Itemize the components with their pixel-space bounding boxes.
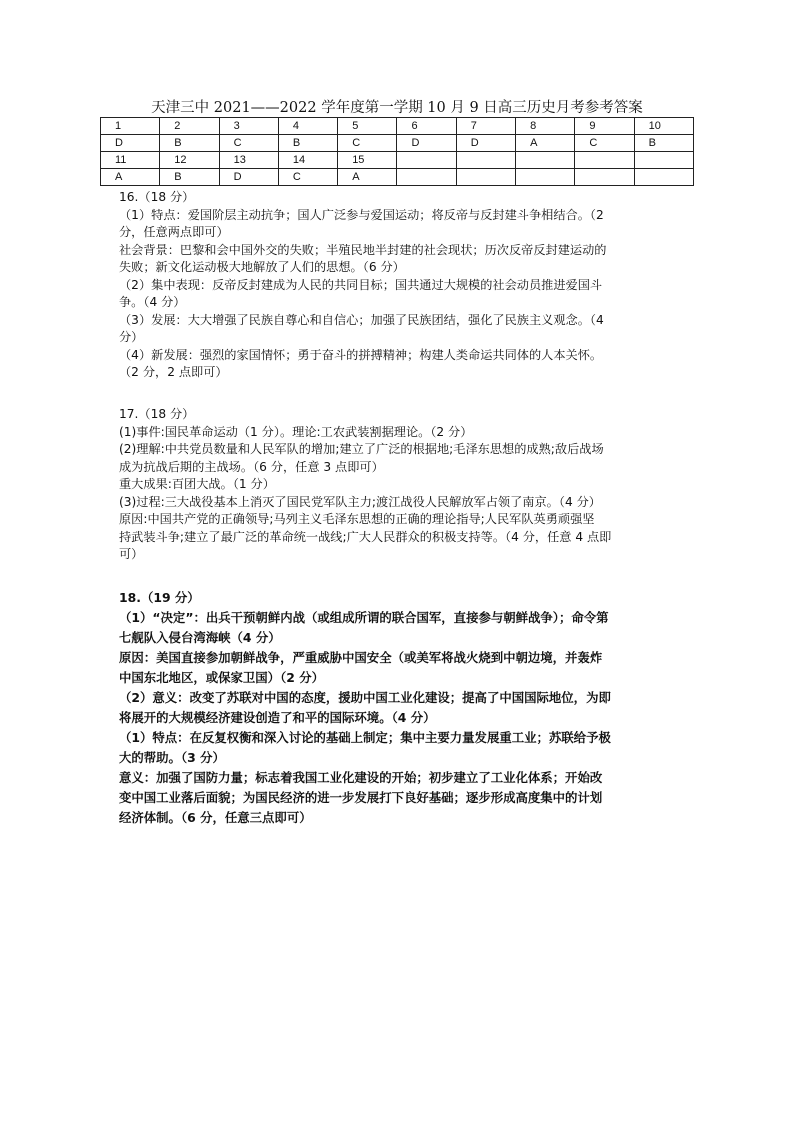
table-cell: [516, 152, 575, 169]
question-heading: 18.（19 分）: [119, 590, 200, 605]
table-cell: C: [278, 169, 337, 186]
answer-line: （1）“决定”：出兵干预朝鲜内战（或组成所谓的联合国军，直接参与朝鲜战争）；命令第: [119, 610, 609, 625]
question-heading: 17.（18 分）: [119, 407, 195, 421]
table-cell: B: [160, 169, 219, 186]
table-cell: 2: [160, 118, 219, 135]
answer-line: 分，任意两点即可）: [119, 225, 229, 239]
answer-line: 经济体制。（6 分，任意三点即可）: [119, 810, 312, 825]
table-cell: B: [160, 135, 219, 152]
answer-line: 意义：加强了国防力量；标志着我国工业化建设的开始；初步建立了工业化体系；开始改: [119, 770, 603, 785]
question-heading: 16.（18 分）: [119, 190, 195, 204]
answer-line: 持武装斗争;建立了最广泛的革命统一战线;广大人民群众的积极支持等。（4 分，任意 4 点即: [119, 529, 612, 544]
table-cell: 1: [101, 118, 160, 135]
answer-line: 争。（4 分）: [119, 295, 186, 309]
table-cell: 13: [219, 152, 278, 169]
answer-line: (3)过程:三大战役基本上消灭了国民党军队主力;渡江战役人民解放军占领了南京。（4 分）: [119, 494, 601, 509]
table-cell: A: [101, 169, 160, 186]
table-cell: [634, 169, 693, 186]
table-cell: 8: [516, 118, 575, 135]
answer-line: （2 分，2 点即可）: [119, 365, 228, 379]
answer-line: (1)事件:国民革命运动（1 分）。理论:工农武装割据理论。（2 分）: [119, 424, 473, 439]
answer-line: 将展开的大规模经济建设创造了和平的国际环境。（4 分）: [119, 710, 436, 725]
answer-line: 可）: [119, 547, 144, 561]
answer-line: （1）特点：爱国阶层主动抗争；国人广泛参与爱国运动；将反帝与反封建斗争相结合。（2: [119, 207, 604, 222]
answer-line: 七舰队入侵台湾海峡（4 分）: [119, 630, 281, 645]
answer-line: 中国东北地区，或保家卫国）（2 分）: [119, 670, 324, 685]
table-cell: [575, 152, 634, 169]
table-cell: C: [575, 135, 634, 152]
table-cell: B: [278, 135, 337, 152]
table-cell: [456, 169, 515, 186]
table-row: [101, 152, 694, 169]
table-row: [101, 135, 694, 152]
table-cell: 4: [278, 118, 337, 135]
table-row: [101, 118, 694, 135]
answer-line: （3）发展：大大增强了民族自尊心和自信心；加强了民族团结，强化了民族主义观念。（4: [119, 312, 604, 327]
answer-line: （1）特点：在反复权衡和深入讨论的基础上制定；集中主要力量发展重工业；苏联给予极: [119, 730, 611, 745]
table-cell: B: [634, 135, 693, 152]
table-cell: [456, 152, 515, 169]
table-cell: 6: [397, 118, 456, 135]
table-cell: [575, 169, 634, 186]
answer-line: 失败；新文化运动极大地解放了人们的思想。（6 分）: [119, 260, 405, 274]
answer-line: 变中国工业落后面貌；为国民经济的进一步发展打下良好基础；逐步形成高度集中的计划: [119, 790, 603, 805]
table-cell: D: [397, 135, 456, 152]
answer-table: [100, 117, 694, 186]
table-cell: A: [516, 135, 575, 152]
table-row: [101, 169, 694, 186]
table-cell: 11: [101, 152, 160, 169]
answer-line: 原因：美国直接参加朝鲜战争，严重威胁中国安全（或美军将战火烧到中朝边境，并轰炸: [119, 650, 603, 665]
table-cell: D: [219, 169, 278, 186]
question-17-answer: [119, 406, 694, 564]
answer-line: 成为抗战后期的主战场。（6 分，任意 3 点即可）: [119, 459, 384, 474]
table-cell: [516, 169, 575, 186]
answer-line: （4）新发展：强烈的家国情怀；勇于奋斗的拼搏精神；构建人类命运共同体的人本关怀。: [119, 347, 603, 362]
table-cell: [397, 169, 456, 186]
question-16-answer: [119, 189, 694, 382]
table-cell: 15: [338, 152, 397, 169]
table-cell: [397, 152, 456, 169]
answer-line: 重大成果:百团大战。（1 分）: [119, 477, 275, 491]
page-title: 天津三中 2021——2022 学年度第一学期 10 月 9 日高三历史月考参考答案: [151, 100, 643, 116]
table-cell: D: [456, 135, 515, 152]
answer-line: （2）意义：改变了苏联对中国的态度，援助中国工业化建设；提高了中国国际地位，为即: [119, 690, 611, 705]
table-cell: [634, 152, 693, 169]
table-cell: 3: [219, 118, 278, 135]
table-cell: A: [338, 169, 397, 186]
answer-line: 大的帮助。（3 分）: [119, 750, 225, 765]
table-cell: D: [101, 135, 160, 152]
answer-line: 分）: [119, 330, 144, 344]
table-cell: 5: [338, 118, 397, 135]
table-cell: C: [338, 135, 397, 152]
table-cell: 9: [575, 118, 634, 135]
table-cell: 14: [278, 152, 337, 169]
answer-line: 社会背景：巴黎和会中国外交的失败；半殖民地半封建的社会现状；历次反帝反封建运动的: [119, 242, 607, 257]
table-cell: 12: [160, 152, 219, 169]
answer-line: （2）集中表现：反帝反封建成为人民的共同目标；国共通过大规模的社会动员推进爱国斗: [119, 277, 603, 292]
table-cell: C: [219, 135, 278, 152]
table-cell: 10: [634, 118, 693, 135]
answer-line: 原因:中国共产党的正确领导;马列主义毛泽东思想的正确的理论指导;人民军队英勇顽强坚: [119, 512, 595, 526]
question-18-answer: [119, 588, 694, 828]
table-cell: 7: [456, 118, 515, 135]
answer-line: (2)理解:中共党员数量和人民军队的增加;建立了广泛的根据地;毛泽东思想的成熟;敌后战场: [119, 442, 604, 456]
